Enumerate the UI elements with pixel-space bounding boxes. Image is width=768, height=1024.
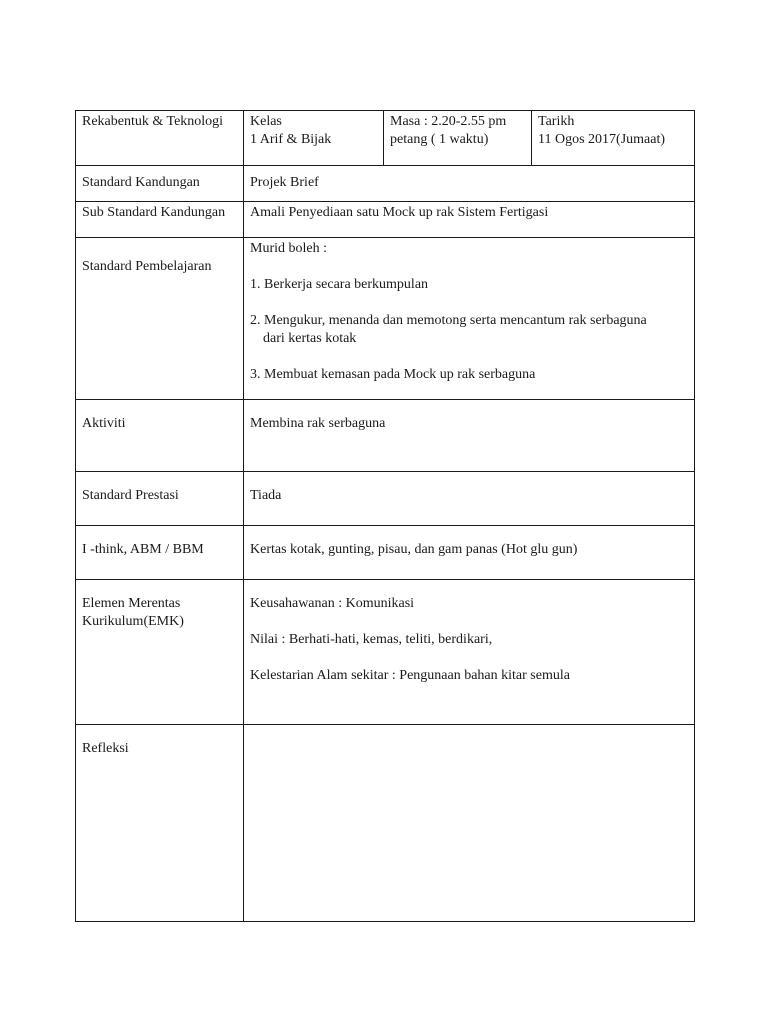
standard-prestasi-row [76,472,695,526]
sub-standard-kandungan-label: Sub Standard Kandungan [82,205,226,220]
emk-label-cell [76,580,244,725]
emk-row [76,580,695,725]
standard-kandungan-label-cell [76,166,244,202]
emk-nilai: Nilai : Berhati-hati, kemas, teliti, berdikari, [250,632,493,647]
emk-label-line-2: Kurikulum(EMK) [82,614,184,629]
masa-line-1: Masa : 2.20-2.55 pm [390,114,507,129]
pembelajaran-intro: Murid boleh : [250,241,327,256]
masa-line-2: petang ( 1 waktu) [390,132,489,147]
tarikh-label: Tarikh [538,114,575,129]
standard-pembelajaran-value-cell [244,238,695,400]
standard-kandungan-value: Projek Brief [250,175,319,190]
standard-kandungan-value-cell [244,166,695,202]
aktiviti-label: Aktiviti [82,416,126,431]
standard-pembelajaran-label-cell [76,238,244,400]
lesson-plan-page [75,110,694,922]
standard-pembelajaran-row [76,238,695,400]
refleksi-label-cell [76,725,244,922]
header-row [76,111,695,166]
ithink-value-cell [244,526,695,580]
kelas-value: 1 Arif & Bijak [250,132,332,147]
standard-pembelajaran-label: Standard Pembelajaran [82,259,212,274]
refleksi-value-cell [244,725,695,922]
pembelajaran-item-2-continued: dari kertas kotak [263,331,357,346]
refleksi-row [76,725,695,922]
standard-prestasi-label-cell [76,472,244,526]
emk-label-line-1: Elemen Merentas [82,596,181,611]
kelas-cell [244,111,384,166]
tarikh-cell [532,111,695,166]
standard-prestasi-label: Standard Prestasi [82,488,179,503]
emk-value-cell [244,580,695,725]
ithink-value: Kertas kotak, gunting, pisau, dan gam panas (Hot glu gun) [250,542,578,557]
pembelajaran-item-3: 3. Membuat kemasan pada Mock up rak serbaguna [250,367,536,382]
aktiviti-value-cell [244,400,695,472]
sub-standard-kandungan-value: Amali Penyediaan satu Mock up rak Sistem Fertigasi [250,205,549,220]
emk-keusahawanan: Keusahawanan : Komunikasi [250,596,415,611]
aktiviti-label-cell [76,400,244,472]
tarikh-value: 11 Ogos 2017(Jumaat) [538,132,666,147]
ithink-row [76,526,695,580]
standard-kandungan-label: Standard Kandungan [82,175,200,190]
lesson-plan-table [75,110,695,922]
refleksi-label: Refleksi [82,741,129,756]
sub-standard-kandungan-value-cell [244,202,695,238]
kelas-label: Kelas [250,114,282,129]
aktiviti-row [76,400,695,472]
masa-cell [384,111,532,166]
ithink-label-cell [76,526,244,580]
subject-text: Rekabentuk & Teknologi [82,114,224,129]
standard-prestasi-value: Tiada [250,488,282,503]
standard-prestasi-value-cell [244,472,695,526]
subject-cell [76,111,244,166]
aktiviti-value: Membina rak serbaguna [250,416,386,431]
emk-kelestarian: Kelestarian Alam sekitar : Pengunaan bahan kitar semula [250,668,570,683]
pembelajaran-item-2: 2. Mengukur, menanda dan memotong serta mencantum rak serbaguna [250,313,647,328]
sub-standard-kandungan-label-cell [76,202,244,238]
sub-standard-kandungan-row [76,202,695,238]
standard-kandungan-row [76,166,695,202]
ithink-label: I -think, ABM / BBM [82,542,204,557]
pembelajaran-item-1: 1. Berkerja secara berkumpulan [250,277,429,292]
